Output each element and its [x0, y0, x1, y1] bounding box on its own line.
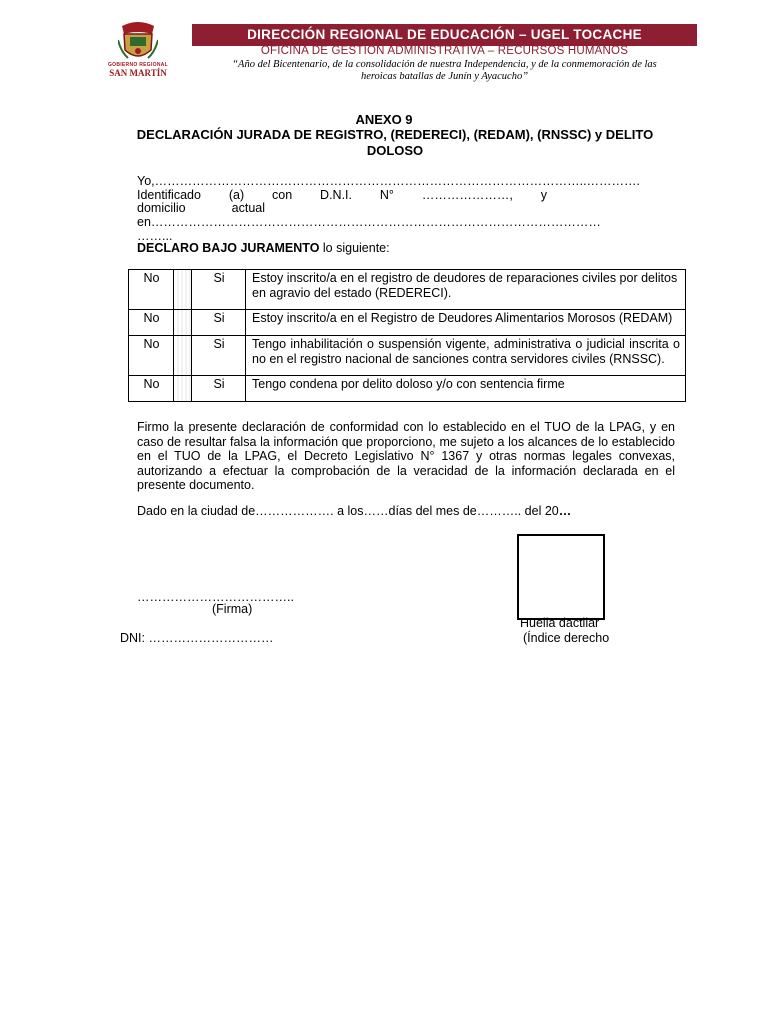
id-word: y	[540, 188, 547, 202]
marker-column	[174, 376, 192, 402]
logo	[100, 20, 176, 80]
dom-word: actual	[231, 201, 265, 215]
statement-text: Tengo inhabilitación o suspensión vigente, administrativa o judicial inscrita o no en el registro nacional de sanciones contra servidores civiles (RNSSC).	[246, 336, 686, 376]
no-option[interactable]: No	[129, 310, 174, 336]
declaro-rest: lo siguiente:	[319, 241, 390, 255]
marker-column	[174, 270, 192, 310]
table-row	[129, 310, 686, 336]
fingerprint-box[interactable]	[517, 534, 605, 620]
logo-caption: SAN MARTÍN	[109, 68, 167, 78]
id-word: (a)	[228, 188, 245, 202]
declaro-bold: DECLARO BAJO JURAMENTO	[137, 241, 320, 255]
date-year-dots: …	[558, 504, 572, 518]
address-line-cont: ……...	[137, 229, 173, 243]
dni-blank: …………………,	[421, 188, 513, 202]
motto-line: “Año del Bicentenario, de la consolidación de nuestra Independencia, y de la conmemoración de las	[232, 59, 657, 70]
fingerprint-index-label: (Índice derecho	[523, 631, 610, 645]
no-option[interactable]: No	[129, 270, 174, 310]
declaration-table	[128, 269, 686, 402]
logo-caption-small: GOBIERNO REGIONAL	[107, 62, 169, 68]
year-motto	[192, 59, 697, 83]
document-title: DECLARACIÓN JURADA DE REGISTRO, (REDERECI), (REDAM), (RNSSC) y DELITO DOLOSO	[136, 127, 654, 158]
marker-column	[174, 310, 192, 336]
si-option[interactable]: Si	[192, 376, 246, 402]
si-option[interactable]: Si	[192, 336, 246, 376]
dom-word: domicilio	[137, 201, 186, 215]
table-row	[129, 376, 686, 402]
si-option[interactable]: Si	[192, 270, 246, 310]
name-line: Yo,…………………………………………………………………………………………..………….	[137, 174, 641, 188]
declaro-line	[137, 241, 390, 255]
fingerprint-label: Huella dactilar	[520, 616, 600, 630]
id-word: Identificado	[137, 188, 201, 202]
signature-line: ………………………………..	[137, 590, 294, 604]
domicile-row	[137, 201, 265, 215]
marker-column	[174, 336, 192, 376]
statement-text: Tengo condena por delito doloso y/o con sentencia firme	[246, 376, 686, 402]
table-row	[129, 270, 686, 310]
coat-of-arms-icon	[118, 20, 158, 64]
office-subtitle: OFICINA DE GESTIÓN ADMINISTRATIVA – RECURSOS HUMANOS	[260, 45, 629, 57]
annex-label: ANEXO 9	[355, 112, 413, 127]
si-option[interactable]: Si	[192, 310, 246, 336]
date-text: Dado en la ciudad de………………. a los……días del mes de……….. del 20	[137, 504, 559, 518]
table-row	[129, 336, 686, 376]
no-option[interactable]: No	[129, 376, 174, 402]
date-line	[137, 504, 571, 518]
id-word: D.N.I.	[320, 188, 352, 202]
id-word: con	[272, 188, 293, 202]
address-line: en………………………………………………………………………………………………	[137, 215, 601, 229]
dni-line: DNI: …………………………	[120, 631, 274, 645]
motto-line: heroicas batallas de Junín y Ayacucho”	[360, 71, 529, 82]
signature-label: (Firma)	[212, 602, 253, 616]
declaration-paragraph: Firmo la presente declaración de conformidad con lo establecido en el TUO de la LPAG, y en caso de resultar falsa la información que proporciono, me sujeto a los alcances de lo establecido en el TUO de la LPAG, el Decreto Legislativo N° 1367 y otras normas legales convexas, autorizando a efectuar la comprobación de la veracidad de la información declarada en el presente documento.	[137, 420, 675, 492]
statement-text: Estoy inscrito/a en el registro de deudores de reparaciones civiles por delitos en agravio del estado (REDERECI).	[246, 270, 686, 310]
statement-text: Estoy inscrito/a en el Registro de Deudores Alimentarios Morosos (REDAM)	[246, 310, 686, 336]
id-row	[137, 188, 547, 202]
no-option[interactable]: No	[129, 336, 174, 376]
id-word: N°	[379, 188, 394, 202]
header-banner: DIRECCIÓN REGIONAL DE EDUCACIÓN – UGEL TOCACHE	[192, 24, 697, 46]
